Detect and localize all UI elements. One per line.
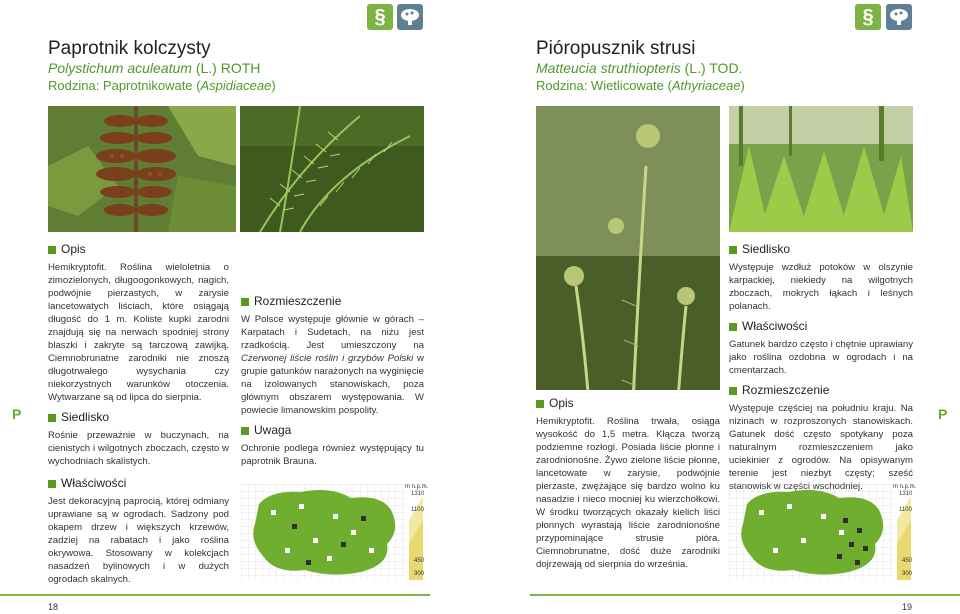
right-opis-heading-overlay: Opis — [536, 396, 720, 411]
left-column-1 — [48, 242, 229, 586]
right-wlasciwosci-heading: Właściwości — [729, 319, 913, 334]
section-square-icon — [536, 400, 544, 408]
left-uwaga-heading: Uwaga — [241, 423, 424, 438]
section-square-icon — [48, 246, 56, 254]
section-square-icon — [729, 246, 737, 254]
section-square-icon — [241, 427, 249, 435]
left-side-letter: P — [12, 406, 22, 422]
left-siedlisko-text: Rośnie przeważnie w buczynach, na cienistych i wilgotnych zboczach, często w wychodniach skalistych. — [48, 430, 229, 467]
left-uwaga-text: Ochronie podlega również występujący tu paprotnik Brauna. — [241, 443, 424, 467]
right-wlasciwosci-text: Gatunek bardzo często i chętnie uprawiany jako roślina ozdobna w ogrodach i na cmentarzach. — [729, 339, 913, 376]
right-family: Rodzina: Wietlicowate (Athyriaceae) — [536, 78, 745, 93]
left-title-block — [48, 38, 368, 94]
section-square-icon — [48, 480, 56, 488]
right-column-1-overlay — [536, 396, 720, 571]
left-altitude-1: 1310 — [411, 491, 425, 497]
left-footer-line — [0, 594, 430, 596]
left-page-number: 18 — [48, 602, 59, 612]
left-siedlisko-heading: Siedlisko — [48, 410, 229, 425]
left-altitude-4: 300 — [414, 571, 425, 577]
left-family: Rodzina: Paprotnikowate (Aspidiaceae) — [48, 78, 276, 93]
left-opis-heading: Opis — [48, 242, 229, 257]
left-distribution-map — [241, 484, 441, 580]
right-altitude-3: 450 — [902, 558, 913, 564]
left-wlasciwosci-heading: Właściwości — [48, 476, 229, 491]
mushroom-icon — [397, 4, 423, 30]
section-square-icon — [729, 387, 737, 395]
left-species-title: Paprotnik kolczysty — [48, 38, 211, 59]
left-latin-name: Polystichum aculeatum (L.) ROTH — [48, 60, 261, 76]
right-title-block — [536, 38, 876, 94]
mushroom-icon-right — [886, 4, 912, 30]
left-column-2 — [241, 294, 424, 468]
right-altitude-4: 300 — [902, 571, 913, 577]
right-altitude-1: 1310 — [899, 491, 913, 497]
left-altitude-unit: m n.p.m. — [405, 484, 429, 490]
right-rozmieszczenie-heading: Rozmieszczenie — [729, 383, 913, 398]
right-altitude-2: 1100 — [899, 507, 912, 513]
photo-fern-fronds — [240, 106, 424, 232]
left-wlasciwosci-text: Jest dekoracyjną paprocią, której odmiany uprawiane są w ogrodach. Sadzony pod okapem drzew i większych krzewów, zadziej na rabatach i jako roślina okrywowa. Stosowany w kolekcjach nasadzeń bylinowych i w dużych ogrodach skalnych. — [48, 496, 229, 585]
right-distribution-map — [729, 484, 929, 580]
section-square-icon — [48, 414, 56, 422]
right-column-2 — [729, 242, 913, 493]
right-page-number: 19 — [902, 602, 913, 612]
left-altitude-2: 1100 — [411, 507, 424, 513]
photo-ostrich-fern-stand — [729, 106, 913, 232]
right-species-title: Pióropusznik strusi — [536, 38, 696, 59]
right-footer-line — [530, 594, 960, 596]
right-rozmieszczenie-text: Występuje częściej na południu kraju. Na nizinach w rozproszonych stanowiskach. Gatunek dość często spotykany poza naturalnym rozmieszczeniem jako uciekinier z ogrodów. Na opisywanym terenie jest niezbyt częsty; sześć — [729, 403, 913, 479]
right-siedlisko-heading: Siedlisko — [729, 242, 913, 257]
section-square-icon — [729, 323, 737, 331]
section-square-icon — [241, 298, 249, 306]
protected-species-badge: § — [367, 4, 393, 30]
left-opis-text: Hemikryptofit. Roślina wieloletnia o zimozielonych, długoogonkowych, nagich, podwójnie pierzastych, w zarysie lancetowatych liściach, które osiągają długość do 1 m. Koliste kupki zarodni znajdują się na nerwach spodniej strony blaszki i zakryte są tarczową zawijką. Ciemnobrunatne zarodniki nie znoszą długotrwałego wysychania czy niekorzystnych warunków otoczenia. Wytwarzane są od lipca do sierpnia. — [48, 262, 229, 403]
right-side-letter: P — [938, 406, 948, 422]
left-rozmieszczenie-text: W Polsce występuje głównie w górach – Karpatach i Sudetach, na niżu jest rzadkością. Jest umieszczony na Czerwonej liście roślin i grzybów Polski w grupie gatunków narażonych na wyginięcie na izolowanych stanowiskach, poza głównym obszarem występowania. W powiecie limanowskim pospolity. — [241, 314, 424, 416]
left-altitude-3: 450 — [414, 558, 425, 564]
photo-fern-sori — [48, 106, 236, 232]
protected-species-badge-right: § — [855, 4, 881, 30]
left-rozmieszczenie-heading: Rozmieszczenie — [241, 294, 424, 309]
right-latin-name: Matteucia struthiopteris (L.) TOD. — [536, 60, 743, 76]
right-opis-text-overlay: Hemikryptofit. Roślina trwała, osiąga wysokość do 1,5 metra. Kłącza tworzą podziemne rozłogi. Posiada liście płonne i zarodnionośne. Żywo zielone liście płonne, lancetowate w zarysie, podwójnie pierzaste, zwężające się bardzo wolno ku nasadzie i nieco mocniej ku wierzchołkowi. W środku tworzących okazały kielich liści płonnych wyrastają liście zarodnionośne przypominające strusie pióra. Ciemnobrunatne, dość duże zarodniki dojrzewają od sierpnia do września. — [536, 416, 720, 570]
right-altitude-unit: m n.p.m. — [893, 484, 917, 490]
right-siedlisko-text: Występuje wzdłuż potoków w olszynie karpackiej, niekiedy na wilgotnych zboczach, mokrych łąkach i leśnych polanach. — [729, 262, 913, 312]
